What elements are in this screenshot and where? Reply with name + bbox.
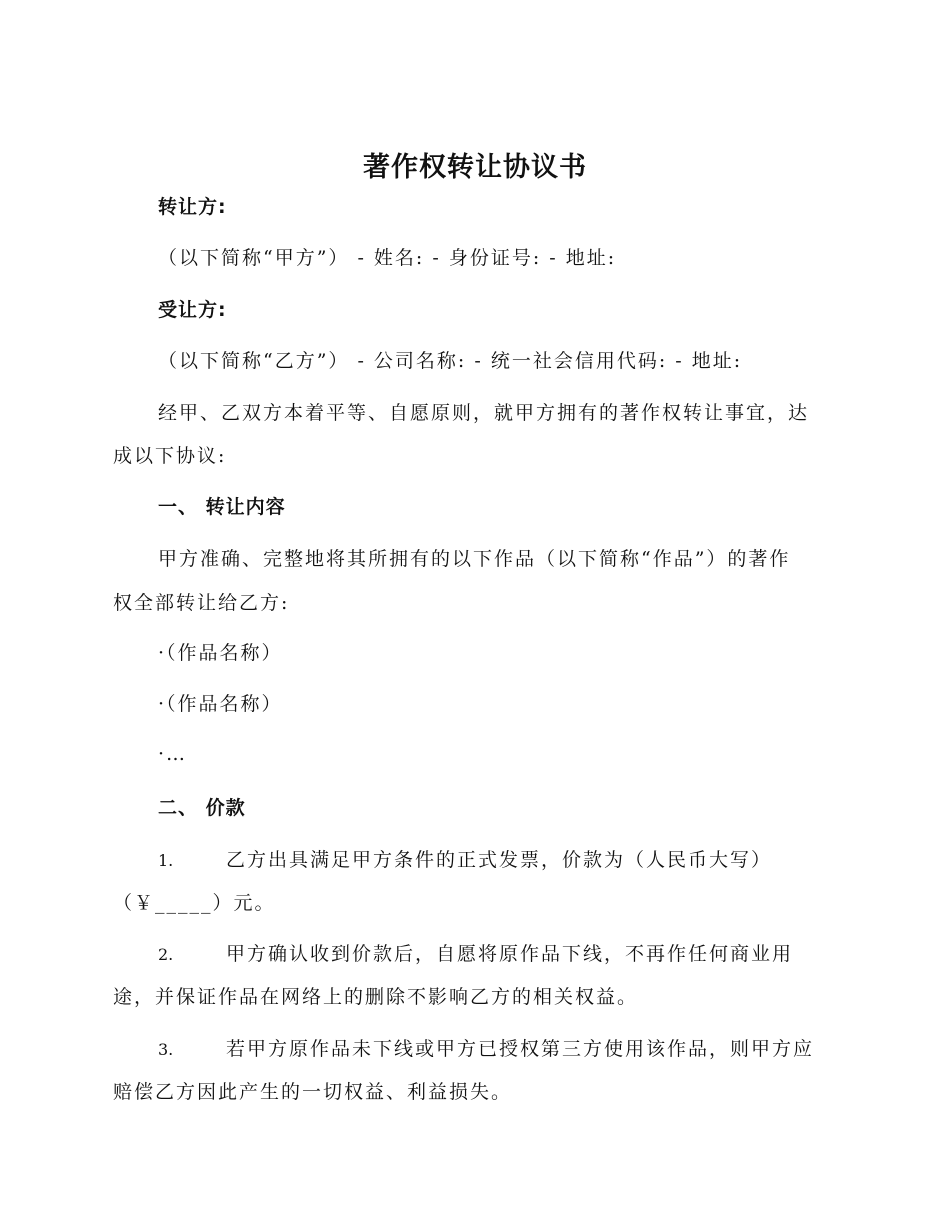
section-2-heading: 二、 价款 — [158, 797, 246, 819]
clause-1-line-2: （￥_____）元。 — [113, 892, 276, 914]
work-list-item: ·（作品名称） — [158, 642, 283, 664]
clause-number: 3. — [158, 1040, 174, 1059]
intro-line-1: 经甲、乙双方本着平等、自愿原则，就甲方拥有的著作权转让事宜，达 — [158, 402, 810, 424]
clause-2-line-2: 途，并保证作品在网络上的删除不影响乙方的相关权益。 — [113, 986, 639, 1008]
clause-3-line-2: 赔偿乙方因此产生的一切权益、利益损失。 — [113, 1081, 513, 1103]
document-title: 著作权转让协议书 — [363, 152, 587, 183]
work-list-item: ·（作品名称） — [158, 693, 283, 715]
clause-3-line-1 — [158, 1036, 814, 1063]
intro-line-2: 成以下协议: — [113, 445, 227, 467]
section-1-heading: 一、 转让内容 — [158, 496, 286, 518]
section-1-text-line-2: 权全部转让给乙方: — [113, 592, 290, 614]
clause-text: 若甲方原作品未下线或甲方已授权第三方使用该作品，则甲方应 — [226, 1038, 815, 1060]
clause-1-line-1 — [158, 847, 772, 874]
clause-2-line-1 — [158, 941, 793, 968]
transferor-details: （以下简称“甲方”） - 姓名: - 身份证号: - 地址: — [158, 247, 617, 269]
clause-text: 乙方出具满足甲方条件的正式发票，价款为（人民币大写） — [226, 849, 773, 871]
transferee-heading: 受让方: — [158, 299, 227, 321]
transferee-details: （以下简称“乙方”） - 公司名称: - 统一社会信用代码: - 地址: — [158, 350, 743, 372]
clause-number: 2. — [158, 945, 174, 964]
clause-text: 甲方确认收到价款后，自愿将原作品下线，不再作任何商业用 — [226, 943, 794, 965]
clause-number: 1. — [158, 851, 174, 870]
section-1-text-line-1: 甲方准确、完整地将其所拥有的以下作品（以下简称“作品”）的著作 — [158, 548, 791, 570]
work-list-item: ·… — [158, 743, 188, 765]
transferor-heading: 转让方: — [158, 196, 227, 218]
